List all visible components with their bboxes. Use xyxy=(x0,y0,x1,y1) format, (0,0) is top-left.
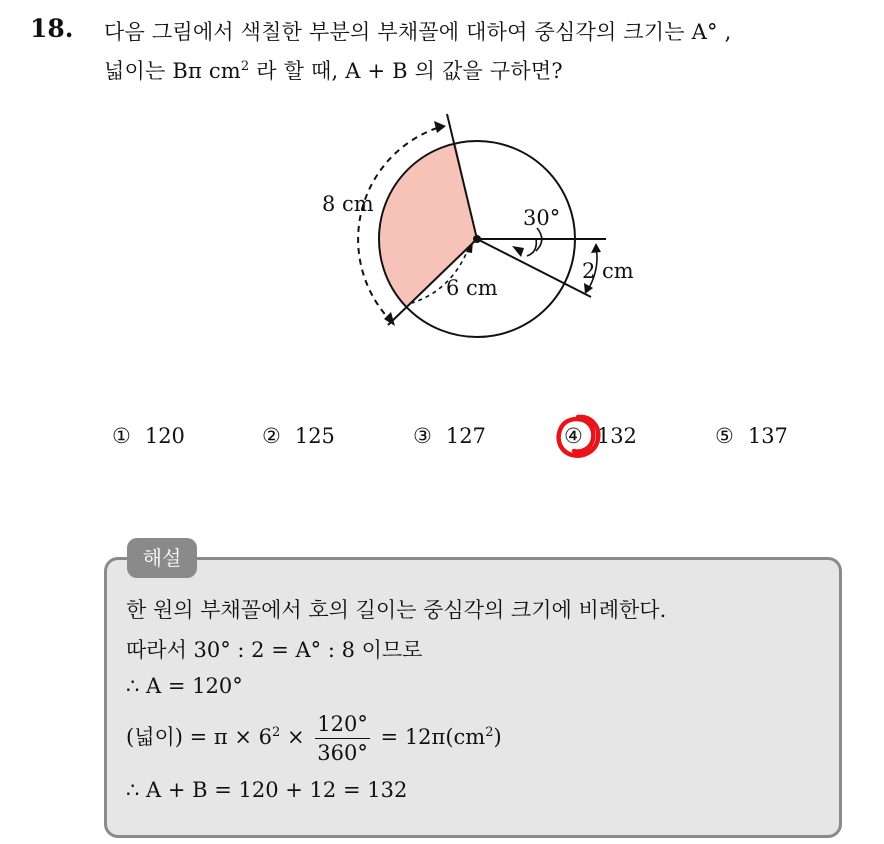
solution-line-3: ∴ A = 120° xyxy=(126,674,243,698)
choice-3-value: 127 xyxy=(445,424,486,448)
area-result-exponent: 2 xyxy=(485,725,494,740)
area-exponent: 2 xyxy=(272,725,281,740)
area-result-close: ) xyxy=(493,725,502,749)
choice-3[interactable] xyxy=(413,424,486,448)
question-line2-end: 라 할 때, A + B 의 값을 구하면? xyxy=(249,59,563,83)
choice-2[interactable] xyxy=(262,424,335,448)
fraction-numerator: 120° xyxy=(315,710,370,739)
solution-line-4 xyxy=(126,710,502,767)
choice-2-marker: ② xyxy=(262,424,281,448)
question-number: 18. xyxy=(30,14,74,43)
choice-4-marker: ④ xyxy=(564,424,583,448)
area-times: × xyxy=(280,725,305,749)
arc-arrowhead-top xyxy=(434,121,446,133)
question-line2-exponent: 2 xyxy=(240,59,250,74)
solution-line-5: ∴ A + B = 120 + 12 = 132 xyxy=(126,778,408,802)
solution-line-2: 따라서 30° : 2 = A° : 8 이므로 xyxy=(126,638,423,662)
choice-1-marker: ① xyxy=(112,424,131,448)
choice-5[interactable] xyxy=(715,424,788,448)
solution-tab: 해설 xyxy=(127,538,197,578)
question-text-line1: 다음 그림에서 색칠한 부분의 부채꼴에 대하여 중심각의 크기는 A° , xyxy=(104,20,732,44)
angle-arrowhead xyxy=(512,246,524,257)
choice-5-marker: ⑤ xyxy=(715,424,734,448)
angle-arc-30 xyxy=(527,239,536,256)
solution-line-1: 한 원의 부채꼴에서 호의 길이는 중심각의 크기에 비례한다. xyxy=(126,598,667,622)
label-small-arc-length: 2 cm xyxy=(582,259,634,283)
sector-diagram xyxy=(0,0,884,400)
center-point xyxy=(473,235,481,243)
area-expression-start: (넓이) = π × 6 xyxy=(126,725,273,749)
angle-fraction xyxy=(315,710,370,767)
label-arc-length: 8 cm xyxy=(322,192,374,216)
choice-3-marker: ③ xyxy=(413,424,432,448)
label-central-angle: 30° xyxy=(523,206,561,230)
small-arc-arrowhead-top xyxy=(591,243,601,253)
choice-2-value: 125 xyxy=(294,424,335,448)
label-radius: 6 cm xyxy=(446,276,498,300)
choice-5-value: 137 xyxy=(747,424,788,448)
answer-circle-mark xyxy=(552,411,604,463)
question-line2-start: 넓이는 Bπ cm xyxy=(104,59,241,83)
choice-1-value: 120 xyxy=(144,424,185,448)
choice-4-value: 132 xyxy=(596,424,637,448)
fraction-denominator: 360° xyxy=(317,741,368,765)
choice-1[interactable] xyxy=(112,424,185,448)
small-arc-arrowhead-bottom xyxy=(584,283,593,294)
area-result: = 12π(cm xyxy=(380,725,486,749)
